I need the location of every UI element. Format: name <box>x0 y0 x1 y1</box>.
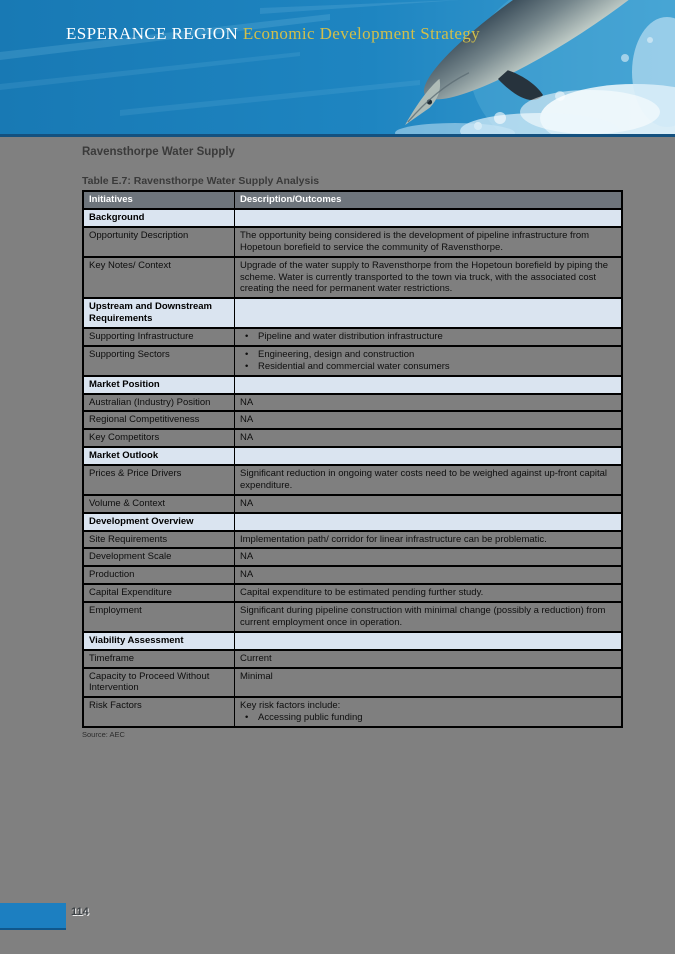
row-value-cell: Capital expenditure to be estimated pending further study. <box>235 584 623 602</box>
ocean-dolphin-image <box>0 0 675 134</box>
row-label-cell: Development Overview <box>83 513 235 531</box>
row-value-cell <box>235 328 623 346</box>
column-header-initiatives: Initiatives <box>83 191 235 209</box>
banner-title <box>66 24 480 44</box>
row-label-cell: Site Requirements <box>83 531 235 549</box>
row-label-cell: Capital Expenditure <box>83 584 235 602</box>
row-value-cell: The opportunity being considered is the development of pipeline infrastructure from Hopetoun borefield to service the community of Ravensthorpe. <box>235 227 623 257</box>
table-row <box>83 495 622 513</box>
table-row <box>83 346 622 376</box>
row-value-cell: NA <box>235 495 623 513</box>
row-value-cell: Current <box>235 650 623 668</box>
table-row <box>83 668 622 698</box>
bullet-item <box>240 349 617 361</box>
table-row <box>83 394 622 412</box>
row-value-cell <box>235 346 623 376</box>
page-heading: Ravensthorpe Water Supply <box>82 146 235 158</box>
bullet-item <box>240 361 617 373</box>
row-label-cell: Production <box>83 566 235 584</box>
analysis-table <box>82 190 623 728</box>
row-value-cell: Significant reduction in ongoing water costs need to be weighed against up-front capital expenditure. <box>235 465 623 495</box>
row-value-cell: Implementation path/ corridor for linear infrastructure can be problematic. <box>235 531 623 549</box>
row-value-cell: NA <box>235 566 623 584</box>
row-value-cell <box>235 447 623 465</box>
row-value-cell <box>235 697 623 727</box>
row-label-cell: Supporting Sectors <box>83 346 235 376</box>
section-row <box>83 447 622 465</box>
row-value-cell <box>235 376 623 394</box>
table-row <box>83 584 622 602</box>
row-label-cell: Viability Assessment <box>83 632 235 650</box>
table-row <box>83 257 622 299</box>
table-row <box>83 328 622 346</box>
section-row <box>83 298 622 328</box>
row-value-cell: Upgrade of the water supply to Ravensthorpe from the Hopetoun borefield by piping the scheme. Water is currently transported to the town via truck, with the associated cost creating the need for permanent water restrictions. <box>235 257 623 299</box>
table-row <box>83 548 622 566</box>
row-value-cell: Minimal <box>235 668 623 698</box>
table-row <box>83 566 622 584</box>
row-label-cell: Regional Competitiveness <box>83 411 235 429</box>
bullet-marker: • <box>245 348 249 360</box>
row-label-cell: Risk Factors <box>83 697 235 727</box>
table-row <box>83 602 622 632</box>
column-header-description: Description/Outcomes <box>235 191 623 209</box>
table-row <box>83 429 622 447</box>
bullet-marker: • <box>245 712 249 724</box>
row-label-cell: Supporting Infrastructure <box>83 328 235 346</box>
page-content <box>82 146 623 739</box>
row-label-cell: Key Competitors <box>83 429 235 447</box>
page-number: 114 <box>71 906 89 918</box>
bullet-item <box>240 712 617 724</box>
bullet-item <box>240 331 617 343</box>
row-value-cell <box>235 513 623 531</box>
table-row <box>83 227 622 257</box>
source-note: Source: AEC <box>82 730 125 740</box>
section-row <box>83 209 622 227</box>
row-label-cell: Development Scale <box>83 548 235 566</box>
row-value-cell: Significant during pipeline construction with minimal change (possibly a reduction) from current employment once in operation. <box>235 602 623 632</box>
row-value-cell <box>235 298 623 328</box>
row-label-cell: Market Outlook <box>83 447 235 465</box>
section-row <box>83 632 622 650</box>
banner-title-region: ESPERANCE REGION <box>66 24 243 43</box>
row-label-cell: Upstream and Downstream Requirements <box>83 298 235 328</box>
value-intro: Key risk factors include: <box>240 700 341 712</box>
header-banner <box>0 0 675 137</box>
bullet-marker: • <box>245 331 249 343</box>
table-header-row <box>83 191 622 209</box>
table-row <box>83 411 622 429</box>
row-value-cell <box>235 632 623 650</box>
row-label-cell: Opportunity Description <box>83 227 235 257</box>
row-value-cell: NA <box>235 394 623 412</box>
row-label-cell: Timeframe <box>83 650 235 668</box>
bullet-marker: • <box>245 360 249 372</box>
banner-title-strategy: Economic Development Strategy <box>242 24 481 43</box>
section-row <box>83 376 622 394</box>
bullet-text: Accessing public funding <box>258 712 363 724</box>
row-value-cell <box>235 209 623 227</box>
row-value-cell: NA <box>235 548 623 566</box>
row-label-cell: Employment <box>83 602 235 632</box>
table-row <box>83 531 622 549</box>
table-body <box>83 209 622 727</box>
bullet-text: Engineering, design and construction <box>258 348 415 360</box>
table-row <box>83 650 622 668</box>
table-caption: Table E.7: Ravensthorpe Water Supply Analysis <box>82 174 320 187</box>
table-row <box>83 697 622 727</box>
table-row <box>83 465 622 495</box>
row-label-cell: Prices & Price Drivers <box>83 465 235 495</box>
bullet-text: Residential and commercial water consumers <box>258 360 450 372</box>
row-label-cell: Background <box>83 209 235 227</box>
bullet-text: Pipeline and water distribution infrastructure <box>258 331 443 343</box>
row-value-cell: NA <box>235 429 623 447</box>
section-row <box>83 513 622 531</box>
row-label-cell: Australian (Industry) Position <box>83 394 235 412</box>
row-label-cell: Volume & Context <box>83 495 235 513</box>
row-value-cell: NA <box>235 411 623 429</box>
row-label-cell: Capacity to Proceed Without Intervention <box>83 668 235 698</box>
footer-accent-bar <box>0 903 66 930</box>
row-label-cell: Market Position <box>83 376 235 394</box>
row-label-cell: Key Notes/ Context <box>83 257 235 299</box>
